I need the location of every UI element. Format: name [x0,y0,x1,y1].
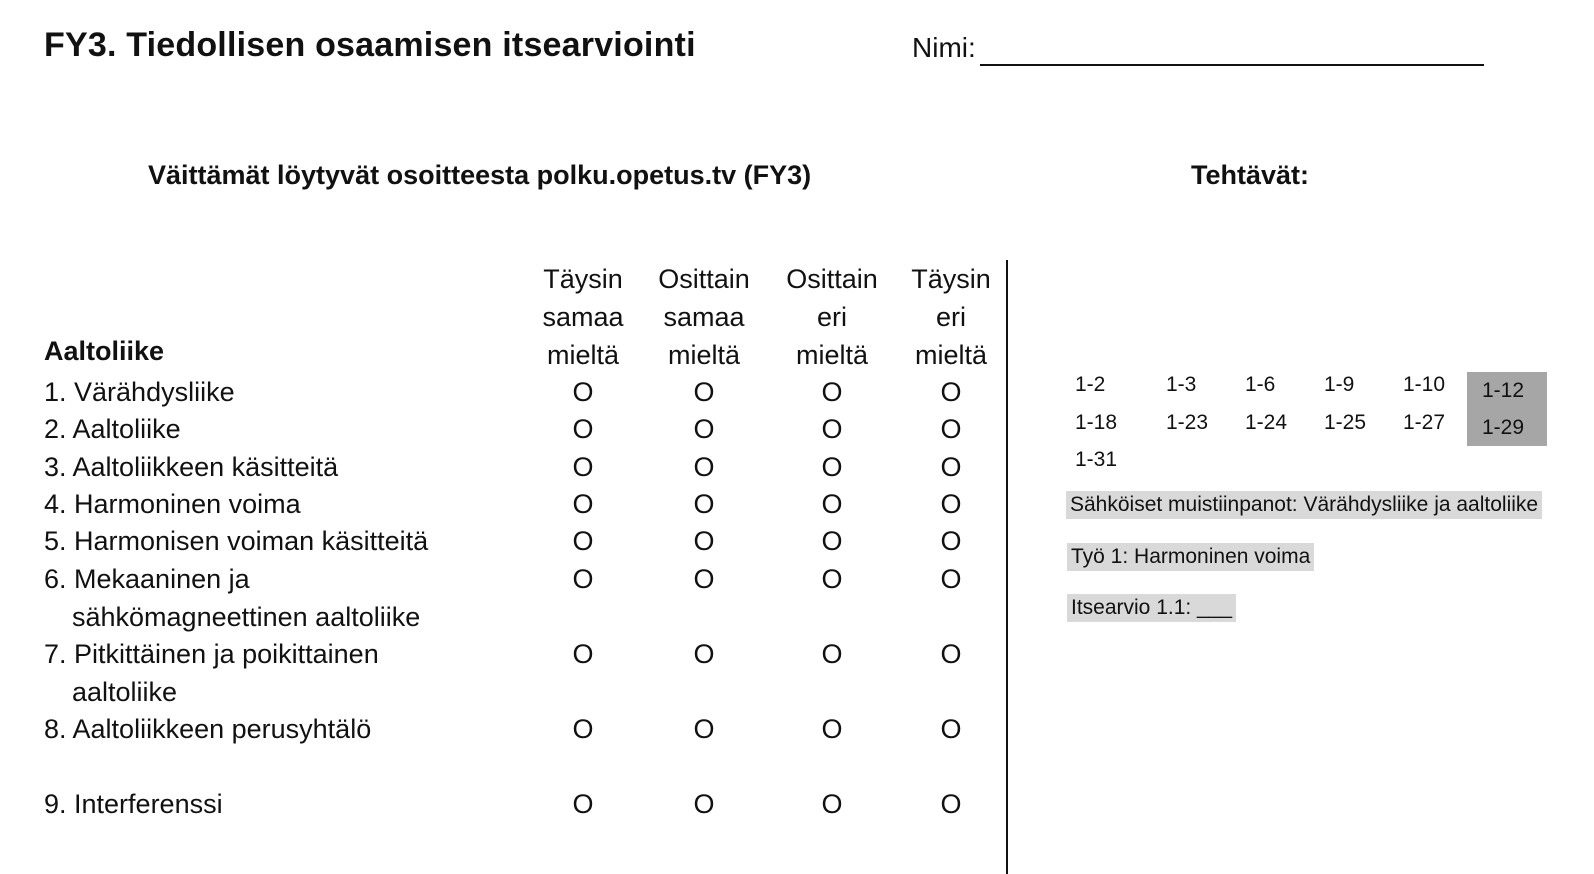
answer-option-partly-agree[interactable]: O [693,452,715,482]
task-link[interactable]: 1-18 [1075,411,1118,434]
answer-option-partly-agree[interactable]: O [693,639,715,669]
answer-option-partly-agree[interactable]: O [693,377,715,407]
answer-option-fully-agree[interactable]: O [572,564,594,594]
task-link-highlighted[interactable]: 1-29 [1467,409,1547,446]
answer-option-fully-disagree[interactable]: O [940,414,962,444]
answer-option-partly-agree[interactable]: O [693,564,715,594]
answer-option-fully-disagree[interactable]: O [940,489,962,519]
self-assessment-link[interactable]: Itsearvio 1.1: ___ [1067,594,1236,622]
answer-option-fully-disagree[interactable]: O [940,452,962,482]
answer-option-fully-disagree[interactable]: O [940,564,962,594]
statement-8: 8. Aaltoliikkeen perusyhtälö [44,714,372,744]
task-link[interactable]: 1-31 [1075,448,1118,471]
task-link[interactable]: 1-27 [1403,411,1446,434]
tasks-heading: Tehtävät: [1191,160,1310,190]
answer-option-partly-disagree[interactable]: O [821,526,843,556]
answer-option-fully-disagree[interactable]: O [940,526,962,556]
statement-3: 3. Aaltoliikkeen käsitteitä [44,452,339,482]
task-link[interactable]: 1-10 [1403,373,1446,396]
answer-option-fully-agree[interactable]: O [572,714,594,744]
task-link[interactable]: 1-9 [1324,373,1355,396]
answer-option-partly-disagree[interactable]: O [821,564,843,594]
work-assignment-link[interactable]: Työ 1: Harmoninen voima [1067,543,1314,571]
task-link[interactable]: 1-23 [1166,411,1209,434]
name-field-line[interactable] [980,64,1484,66]
task-link[interactable]: 1-25 [1324,411,1367,434]
column-header-partly-agree: Osittain samaa mieltä [658,264,750,370]
answer-option-partly-disagree[interactable]: O [821,489,843,519]
statement-9: 9. Interferenssi [44,789,223,819]
statement-6: 6. Mekaaninen ja sähkömagneettinen aaltoliike [44,564,421,632]
electronic-notes-link[interactable]: Sähköiset muistiinpanot: Värähdysliike ja aaltoliike [1066,491,1542,519]
answer-option-partly-disagree[interactable]: O [821,452,843,482]
answer-option-fully-disagree[interactable]: O [940,789,962,819]
answer-option-partly-agree[interactable]: O [693,789,715,819]
section-heading: Aaltoliike [44,336,165,366]
answer-option-fully-disagree[interactable]: O [940,714,962,744]
task-link[interactable]: 1-24 [1245,411,1288,434]
answer-option-partly-agree[interactable]: O [693,714,715,744]
column-header-fully-agree: Täysin samaa mieltä [542,264,624,370]
answer-option-partly-agree[interactable]: O [693,489,715,519]
task-link-highlighted[interactable]: 1-12 [1467,372,1547,409]
answer-option-partly-agree[interactable]: O [693,414,715,444]
statements-heading: Väittämät löytyvät osoitteesta polku.opetus.tv (FY3) [148,160,812,190]
answer-option-partly-disagree[interactable]: O [821,714,843,744]
answer-option-fully-agree[interactable]: O [572,789,594,819]
page-title: FY3. Tiedollisen osaamisen itsearviointi [44,26,696,64]
answer-option-fully-disagree[interactable]: O [940,377,962,407]
answer-option-partly-disagree[interactable]: O [821,789,843,819]
statement-7: 7. Pitkittäinen ja poikittainen aaltoliike [44,639,379,707]
statement-5: 5. Harmonisen voiman käsitteitä [44,526,429,556]
answer-option-fully-agree[interactable]: O [572,489,594,519]
answer-option-fully-agree[interactable]: O [572,639,594,669]
statement-1: 1. Värähdysliike [44,377,235,407]
statement-4: 4. Harmoninen voima [44,489,301,519]
task-link[interactable]: 1-2 [1075,373,1106,396]
answer-option-partly-disagree[interactable]: O [821,377,843,407]
answer-option-partly-disagree[interactable]: O [821,414,843,444]
column-header-partly-disagree: Osittain eri mieltä [786,264,878,370]
name-label: Nimi: [912,32,976,63]
answer-option-fully-agree[interactable]: O [572,377,594,407]
task-link[interactable]: 1-3 [1166,373,1197,396]
answer-option-partly-agree[interactable]: O [693,526,715,556]
answer-option-fully-agree[interactable]: O [572,414,594,444]
answer-option-fully-agree[interactable]: O [572,452,594,482]
statement-2: 2. Aaltoliike [44,414,181,444]
answer-option-partly-disagree[interactable]: O [821,639,843,669]
answer-option-fully-disagree[interactable]: O [940,639,962,669]
answer-option-fully-agree[interactable]: O [572,526,594,556]
task-link[interactable]: 1-6 [1245,373,1276,396]
column-header-fully-disagree: Täysin eri mieltä [911,264,991,370]
